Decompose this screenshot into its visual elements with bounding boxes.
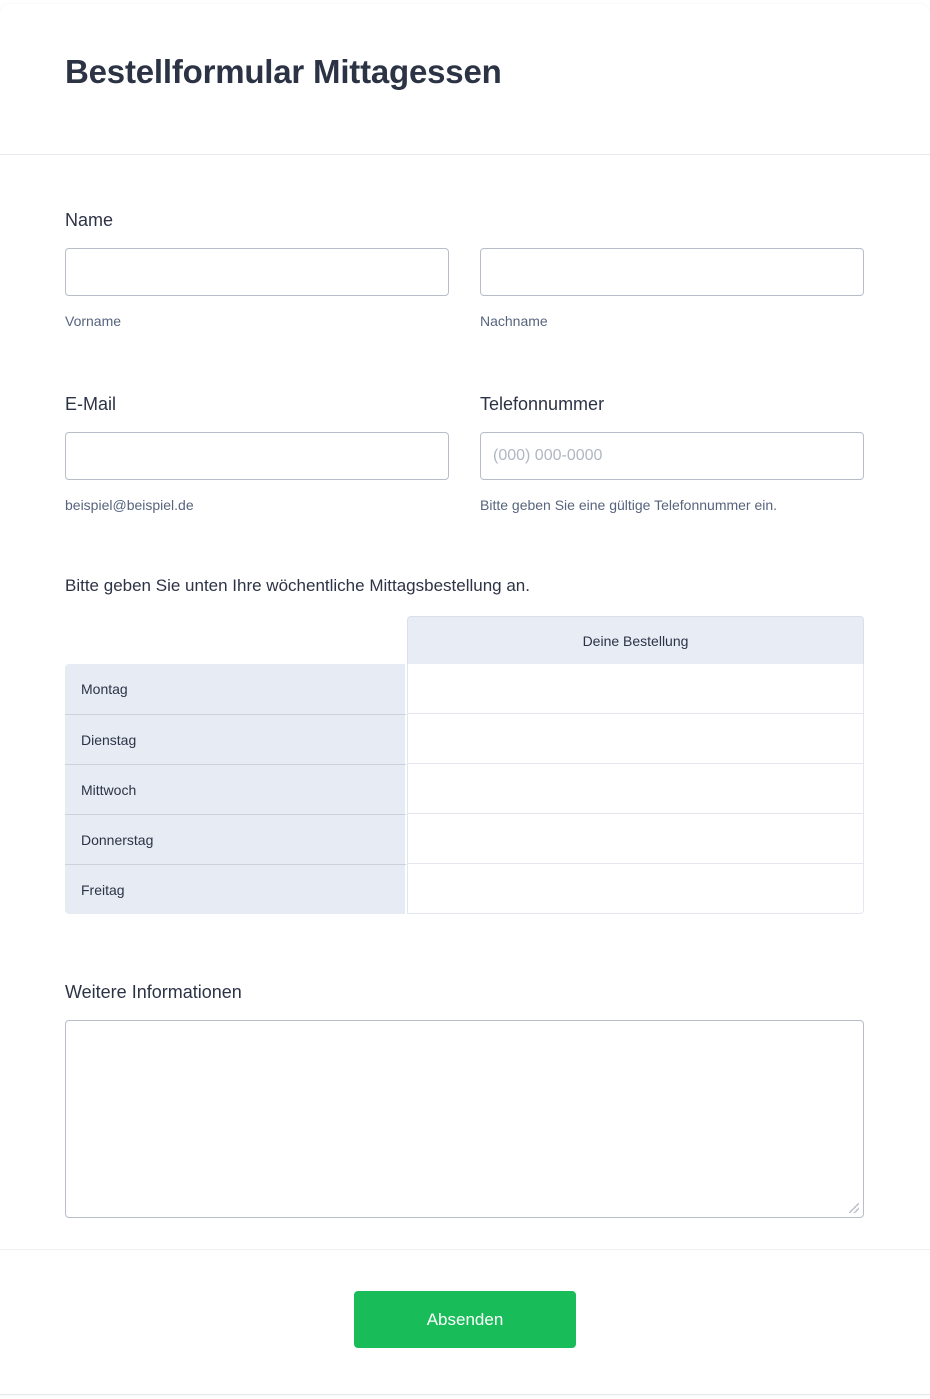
table-corner-cell [65,616,407,664]
submit-button[interactable]: Absenden [354,1291,576,1348]
order-cell-montag[interactable] [407,664,864,714]
phone-sublabel: Bitte geben Sie eine gültige Telefonnummer ein. [480,497,778,513]
table-header-row [65,616,864,664]
name-section [65,208,864,330]
form-title: Bestellformular Mittagessen [65,53,502,90]
form-header [0,4,930,155]
phone-label: Telefonnummer [480,394,605,414]
last-name-input[interactable] [480,248,864,296]
submit-row [0,1291,930,1348]
order-cell-mittwoch[interactable] [407,764,864,814]
order-cell-donnerstag[interactable] [407,814,864,864]
table-column-header: Deine Bestellung [407,616,864,664]
email-sublabel: beispiel@beispiel.de [65,497,194,513]
row-label-freitag: Freitag [65,864,407,914]
order-table [65,616,864,914]
table-row [65,714,864,764]
email-input[interactable] [65,432,449,480]
row-label-mittwoch: Mittwoch [65,764,407,814]
additional-info-section [65,980,864,1218]
footer-divider [0,1249,930,1250]
table-body [65,664,864,914]
additional-info-textarea[interactable] [65,1020,864,1218]
additional-info-label: Weitere Informationen [65,982,242,1002]
row-label-dienstag: Dienstag [65,714,407,764]
first-name-sublabel: Vorname [65,313,122,329]
order-cell-freitag[interactable] [407,864,864,914]
phone-input[interactable] [480,432,864,480]
order-cell-dienstag[interactable] [407,714,864,764]
row-label-donnerstag: Donnerstag [65,814,407,864]
last-name-sublabel: Nachname [480,313,548,329]
lunch-order-form [0,4,930,1395]
table-row [65,864,864,914]
row-label-montag: Montag [65,664,407,714]
first-name-input[interactable] [65,248,449,296]
name-label: Name [65,210,114,230]
order-table-section [65,574,864,914]
table-row [65,664,864,714]
table-row [65,814,864,864]
order-table-question: Bitte geben Sie unten Ihre wöchentliche Mittagsbestellung an. [65,576,530,595]
form-body [0,208,930,1218]
contact-section [65,392,864,514]
email-label: E-Mail [65,394,117,414]
table-row [65,764,864,814]
